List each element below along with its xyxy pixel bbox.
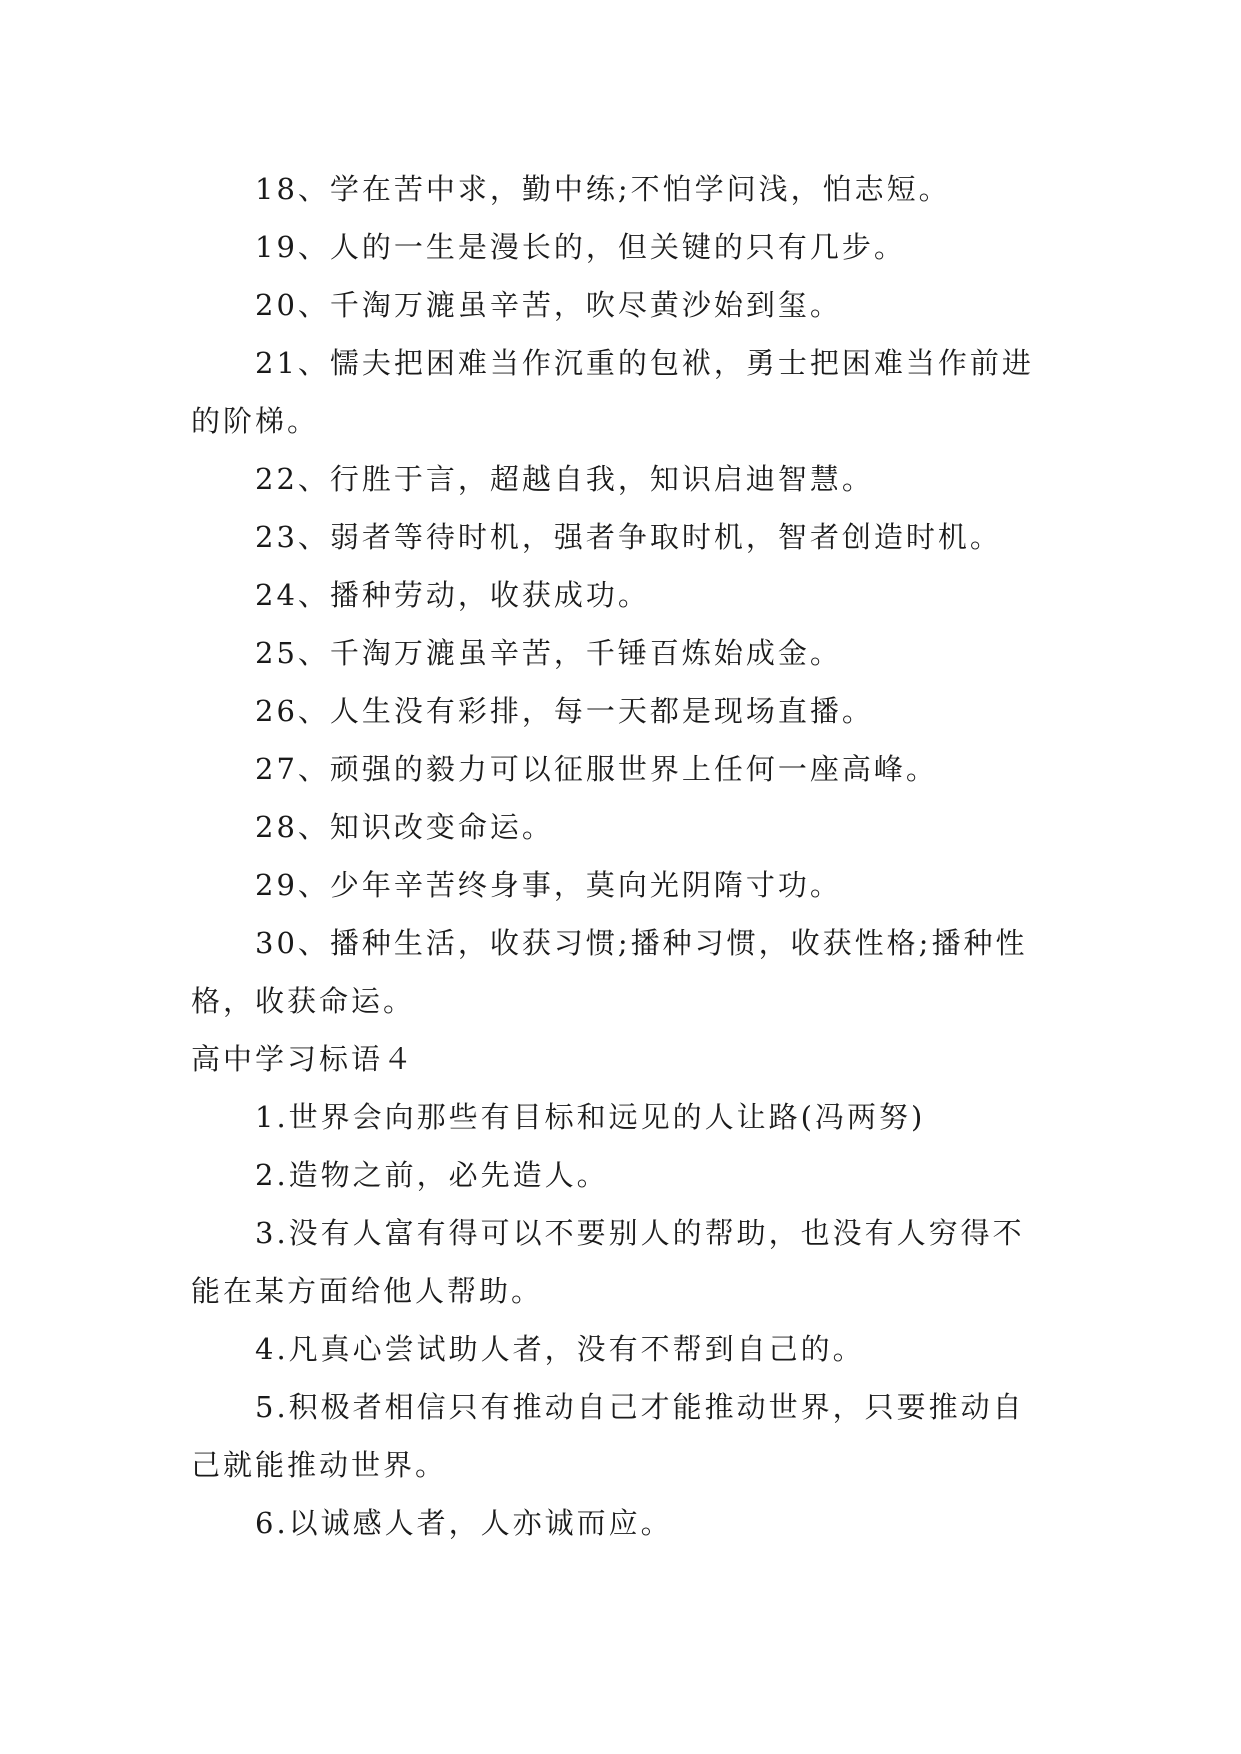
list-item: 3.没有人富有得可以不要别人的帮助，也没有人穷得不能在某方面给他人帮助。	[191, 1216, 1025, 1308]
list-item: 1.世界会向那些有目标和远见的人让路(冯两努)	[255, 1100, 926, 1134]
list-item: 25、千淘万漉虽辛苦，千锤百炼始成金。	[255, 636, 842, 670]
list-item: 2.造物之前，必先造人。	[255, 1158, 609, 1192]
list-item: 28、知识改变命运。	[255, 810, 554, 844]
list-item: 26、人生没有彩排，每一天都是现场直播。	[255, 694, 874, 728]
list-item: 30、播种生活，收获习惯;播种习惯，收获性格;播种性格，收获命运。	[191, 926, 1028, 1018]
list-item: 29、少年辛苦终身事，莫向光阴隋寸功。	[255, 868, 842, 902]
document-page	[191, 160, 1051, 1552]
list-item: 22、行胜于言，超越自我，知识启迪智慧。	[255, 462, 874, 496]
list-item: 6.以诚感人者，人亦诚而应。	[255, 1506, 673, 1540]
list-item: 5.积极者相信只有推动自己才能推动世界，只要推动自己就能推动世界。	[191, 1390, 1025, 1482]
section-heading: 高中学习标语４	[191, 1042, 416, 1076]
list-item: 24、播种劳动，收获成功。	[255, 578, 650, 612]
list-item: 4.凡真心尝试助人者，没有不帮到自己的。	[255, 1332, 865, 1366]
list-item: 19、人的一生是漫长的，但关键的只有几步。	[255, 230, 906, 264]
list-item: 18、学在苦中求，勤中练;不怕学问浅，怕志短。	[255, 172, 951, 206]
list-item: 21、懦夫把困难当作沉重的包袱，勇士把困难当作前进的阶梯。	[191, 346, 1034, 438]
list-item: 23、弱者等待时机，强者争取时机，智者创造时机。	[255, 520, 1002, 554]
list-item: 20、千淘万漉虽辛苦，吹尽黄沙始到玺。	[255, 288, 842, 322]
list-item: 27、顽强的毅力可以征服世界上任何一座高峰。	[255, 752, 938, 786]
